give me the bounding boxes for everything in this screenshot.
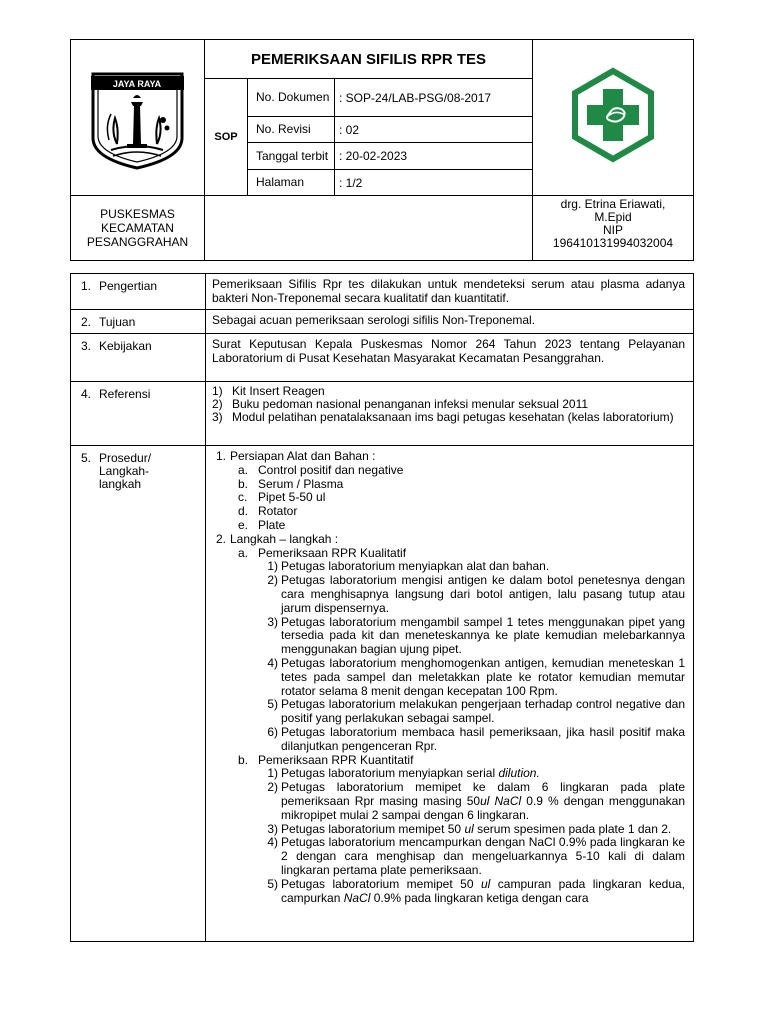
emblem-motto: JAYA RAYA bbox=[112, 79, 162, 89]
signatory-nip-label: NIP bbox=[602, 223, 623, 237]
section-number: 3. bbox=[81, 339, 92, 353]
section-text-pengertian: Pemeriksaan Sifilis Rpr tes dilakukan untuk mendeteksi serum atau plasma adanya bakteri Non-Treponemal secara kualitatif dan kuantitatif. bbox=[206, 274, 694, 310]
issue-date-label: Tanggal terbit bbox=[248, 143, 335, 170]
jaya-raya-emblem-icon bbox=[71, 40, 204, 190]
procedure-step: 2. Langkah – langkah : bbox=[216, 531, 339, 546]
section-title: Prosedur/ Langkah- langkah bbox=[99, 451, 152, 491]
procedure-step: 1. Persiapan Alat dan Bahan : bbox=[216, 449, 376, 463]
list-item: 4) Petugas laboratorium mencampurkan dengan NaCl 0.9% pada lingkaran ke 2 dengan cara menghisap dan mengeluarkannya 5-10 kali di dalam lingkaran pertama plate pemeriksaan. bbox=[267, 835, 685, 877]
list-item: b. Serum / Plasma bbox=[238, 476, 344, 491]
sop-content-table bbox=[70, 273, 694, 942]
list-item: 3) Petugas laboratorium memipet 50 ul serum spesimen pada plate 1 dan 2. bbox=[267, 821, 672, 836]
list-item: a. Control positif dan negative bbox=[238, 462, 404, 477]
section-number: 2. bbox=[81, 315, 92, 329]
puskesmas-logo-icon bbox=[563, 65, 663, 165]
list-item: 2) Buku pedoman nasional penanganan infeksi menular seksual 2011 bbox=[212, 397, 589, 411]
section-procedure bbox=[206, 446, 694, 942]
list-item: d. Rotator bbox=[238, 504, 298, 519]
list-item: e. Plate bbox=[238, 517, 286, 532]
section-number: 1. bbox=[81, 279, 92, 293]
list-item: 2) Petugas laboratorium memipet ke dalam 6 lingkaran pada plate pemeriksaan Rpr masing masing 50ul NaCl 0.9 % dengan menggunakan mikropipet mulai 2 sampai dengan 6 lingkaran. bbox=[267, 780, 685, 822]
section-text-kebijakan: Surat Keputusan Kepala Puskesmas Nomor 264 Tahun 2023 tentang Pelayanan Laboratorium di Pusat Kesehatan Masyarakat Kecamatan Pesanggrahan. bbox=[206, 334, 694, 382]
sop-label: SOP bbox=[205, 79, 248, 196]
sop-header-table bbox=[70, 39, 694, 261]
puskesmas-line: PESANGGRAHAN bbox=[86, 235, 189, 249]
list-item: 1) Petugas laboratorium menyiapkan serial dilution. bbox=[267, 766, 540, 781]
puskesmas-line: PUSKESMAS bbox=[100, 207, 175, 221]
puskesmas-name bbox=[71, 196, 205, 261]
puskesmas-logo-cell bbox=[533, 40, 694, 196]
list-item: c. Pipet 5-50 ul bbox=[238, 490, 326, 505]
sub-procedure: b. Pemeriksaan RPR Kuantitatif bbox=[238, 752, 414, 767]
section-title: Pengertian bbox=[99, 279, 158, 293]
list-item: 1) Kit Insert Reagen bbox=[212, 384, 325, 398]
section-label-prosedur bbox=[71, 446, 206, 942]
list-item: 6) Petugas laboratorium membaca hasil pemeriksaan, jika hasil positif maka dilanjutkan pengenceran Rpr. bbox=[267, 724, 685, 753]
signatory-block bbox=[533, 196, 694, 261]
page-label: Halaman bbox=[248, 170, 335, 196]
section-title: Tujuan bbox=[99, 315, 136, 329]
puskesmas-line: KECAMATAN bbox=[101, 221, 174, 235]
section-text-tujuan: Sebagai acuan pemeriksaan serologi sifilis Non-Treponemal. bbox=[206, 310, 694, 334]
signature-area bbox=[205, 196, 533, 261]
issue-date-value: : 20-02-2023 bbox=[335, 143, 533, 170]
signatory-name: drg. Etrina Eriawati, bbox=[560, 197, 666, 211]
section-list-referensi bbox=[206, 382, 694, 446]
doc-number-label: No. Dokumen bbox=[248, 79, 335, 117]
list-item: 3) Modul pelatihan penatalaksanaan ims bagi petugas kesehatan (kelas laboratorium) bbox=[212, 410, 674, 424]
list-item: 5) Petugas laboratorium memipet 50 ul campuran pada lingkaran kedua, campurkan NaCl 0.9% pada lingkaran ketiga dengan cara bbox=[267, 876, 685, 905]
section-number: 4. bbox=[81, 387, 92, 401]
signatory-degree: M.Epid bbox=[594, 210, 632, 224]
revision-label: No. Revisi bbox=[248, 117, 335, 143]
signatory-nip-value: 196410131994032004 bbox=[552, 236, 674, 250]
list-item: 5) Petugas laboratorium melakukan pengerjaan terhadap control negative dan positif yang perlakukan sebagai sampel. bbox=[267, 697, 685, 726]
page-value: : 1/2 bbox=[335, 170, 533, 196]
section-title: Referensi bbox=[99, 387, 151, 401]
list-item: 4) Petugas laboratorium menghomogenkan antigen, kemudian meneteskan 1 tetes pada sampel dan meletakkan plate ke rotator kemudian memutar rotator selama 8 menit dengan kecepatan 100 Rpm. bbox=[267, 655, 685, 698]
section-label-pengertian bbox=[71, 274, 206, 310]
section-label-referensi bbox=[71, 382, 206, 446]
revision-value: : 02 bbox=[335, 117, 533, 143]
section-label-tujuan bbox=[71, 310, 206, 334]
sub-procedure: a. Pemeriksaan RPR Kualitatif bbox=[238, 545, 407, 560]
jakarta-logo-cell bbox=[71, 40, 205, 196]
list-item: 3) Petugas laboratorium mengambil sampel 1 tetes menggunakan pipet yang tersedia pada kit dan meneteskannya ke plate kemudian melebarkannya menggunakan bagian ujung pipet. bbox=[267, 614, 685, 657]
section-label-kebijakan bbox=[71, 334, 206, 382]
doc-number-value: : SOP-24/LAB-PSG/08-2017 bbox=[335, 79, 533, 117]
section-title: Kebijakan bbox=[99, 339, 152, 353]
list-item: 2) Petugas laboratorium mengisi antigen ke dalam botol penetesnya dengan cara menghisapnya langsung dari botol antigen, lalu pasang tutup atau jarum dispensernya. bbox=[267, 573, 685, 615]
section-number: 5. bbox=[81, 451, 92, 465]
document-title: PEMERIKSAAN SIFILIS RPR TES bbox=[205, 40, 533, 79]
list-item: 1) Petugas laboratorium menyiapkan alat dan bahan. bbox=[267, 559, 550, 574]
